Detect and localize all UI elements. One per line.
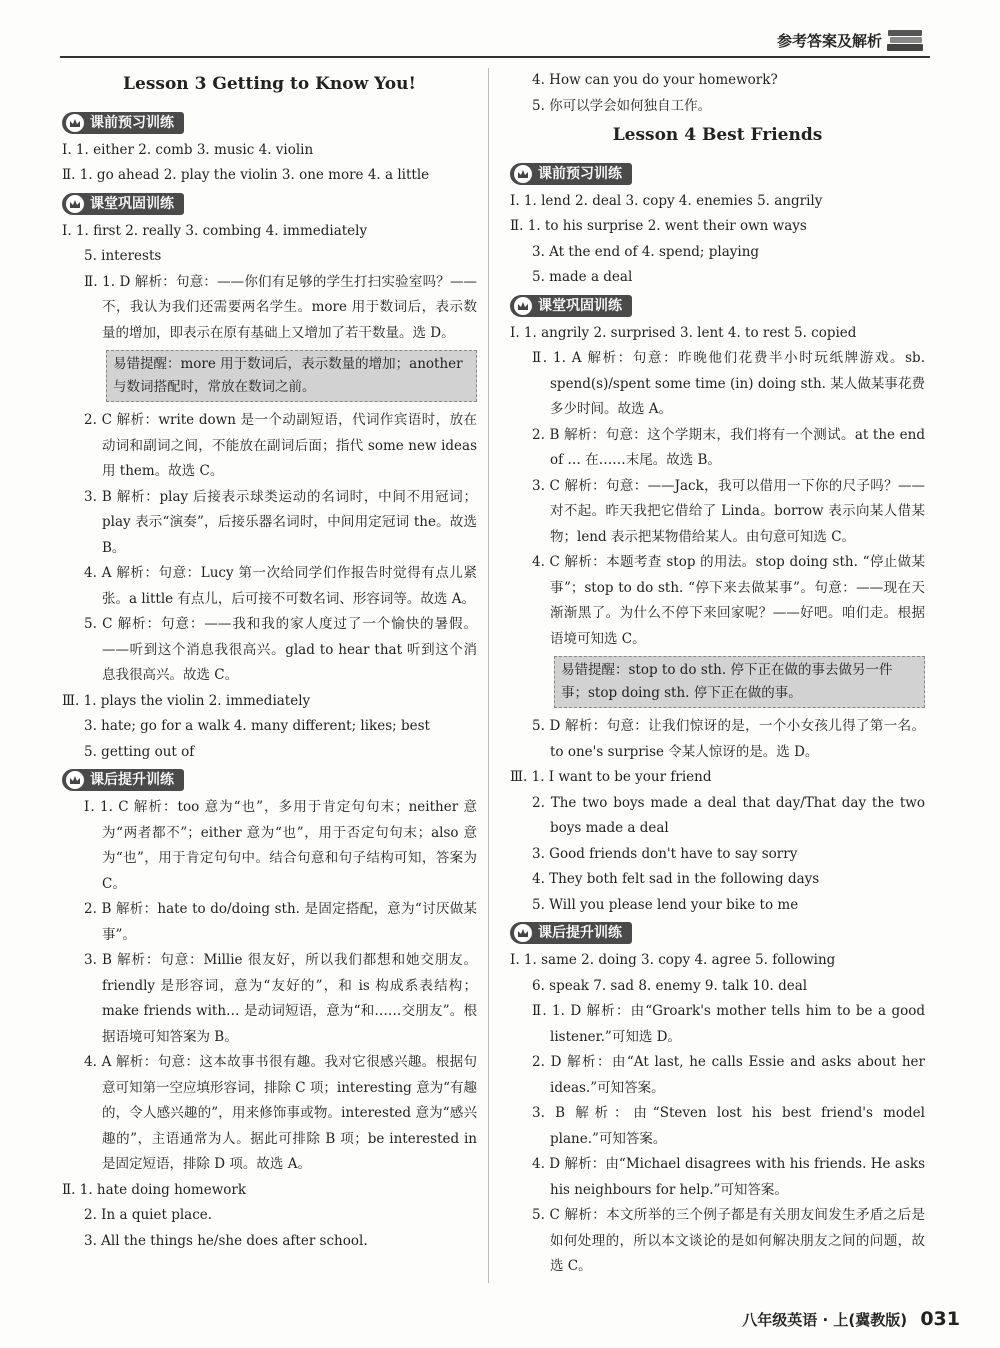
answer-line: 3. hate; go for a walk 4. many different; likes; best bbox=[84, 718, 430, 734]
answer-paragraph: 4. A 解析：句意：Lucy 第一次给同学们作报告时觉得有点儿紧张。a little 有点儿，后可接不可数名词、形容词等。故选 A。 bbox=[84, 565, 477, 607]
section-label: 课堂巩固训练 bbox=[90, 195, 174, 212]
answer-paragraph: 2. D 解析：由“At last, he calls Essie and asks about her ideas.”可知答案。 bbox=[532, 1054, 925, 1096]
answer-line: 5. Will you please lend your bike to me bbox=[532, 896, 799, 913]
answer-line: Ⅰ. 1. same 2. doing 3. copy 4. agree 5. following bbox=[510, 952, 836, 968]
answer-line: 4. How can you do your homework? bbox=[532, 72, 778, 88]
answer-line: Ⅰ. 1. either 2. comb 3. music 4. violin bbox=[62, 141, 314, 158]
lesson-3-title: Lesson 3 Getting to Know You! bbox=[123, 74, 416, 94]
page-footer bbox=[742, 1308, 960, 1330]
section-banner-classroom bbox=[510, 295, 632, 317]
answer-line: Ⅱ. 1. to his surprise 2. went their own ways bbox=[510, 218, 807, 234]
section-label: 课后提升训练 bbox=[90, 772, 174, 788]
answer-line: Ⅲ. 1. I want to be your friend bbox=[510, 769, 712, 785]
answer-line: Ⅱ. 1. hate doing homework bbox=[62, 1181, 247, 1198]
answer-paragraph: 5. C 解析：句意：——我和我的家人度过了一个愉快的暑假。——听到这个消息我很高兴。glad to hear that 听到这个消息我很高兴。故选 C。 bbox=[84, 616, 477, 683]
answer-paragraph: 2. C 解析：write down 是一个动副短语，代词作宾语时，放在动词和副词之间，不能放在副词后面；指代 some new ideas 用 them。故选 C。 bbox=[84, 412, 477, 479]
answer-paragraph: 3. B 解析：play 后接表示球类运动的名词时，中间不用冠词；play 表示“演奏”，后接乐器名词时，中间用定冠词 the。故选 B。 bbox=[84, 488, 477, 556]
answer-line: 4. They both felt sad in the following days bbox=[532, 871, 820, 887]
header-title: 参考答案及解析 bbox=[776, 32, 882, 50]
answer-paragraph: Ⅱ. 1. A 解析：句意：昨晚他们花费半小时玩纸牌游戏。sb. spend(s)/spent some time (in) doing sth. 某人做某事花费多少时间。故选 A。 bbox=[532, 350, 925, 417]
answer-line: Ⅰ. 1. angrily 2. surprised 3. lent 4. to rest 5. copied bbox=[510, 324, 857, 341]
crown-icon bbox=[514, 165, 532, 183]
error-tip-box: 易错提醒：stop to do sth. 停下正在做的事去做另一件事；stop doing sth. 停下正在做的事。 bbox=[554, 656, 925, 708]
section-banner-preview bbox=[62, 112, 184, 134]
section-banner-classroom bbox=[62, 193, 184, 215]
answer-paragraph: 4. A 解析：句意：这本故事书很有趣。我对它很感兴趣。根据句意可知第一空应填形容词，排除 C 项；interesting 意为“有趣的，令人感兴趣的”，用来修饰事或物。interested 意为“感兴趣的”，主语通常为人。据此可排除 B 项；be interested in 是固定短语，排除 D 项。故选 A。 bbox=[84, 1054, 477, 1172]
section-banner-after-class bbox=[62, 769, 184, 791]
answer-paragraph: Ⅰ. 1. C 解析：too 意为“也”，多用于肯定句句末；neither 意为“两者都不”；either 意为“也”，用于否定句句末；also 意为“也”，用于肯定句句中。结合句意和句子结构可知，答案为 C。 bbox=[84, 799, 477, 892]
page-number: 031 bbox=[920, 1308, 960, 1330]
answer-paragraph: Ⅱ. 1. D 解析：句意：——你们有足够的学生打扫实验室吗？——不，我认为我们还需要两名学生。more 用于数词后，表示数量的增加，即表示在原有基础上又增加了若干数量。选 D。 bbox=[84, 273, 477, 341]
left-column bbox=[62, 68, 477, 1254]
answer-line: Ⅱ. 1. go ahead 2. play the violin 3. one more 4. a little bbox=[62, 167, 430, 183]
answer-line: 3. At the end of 4. spend; playing bbox=[532, 243, 760, 260]
answer-paragraph: 5. C 解析：本文所举的三个例子都是有关朋友间发生矛盾之后是如何处理的，所以本文谈论的是如何解决朋友之间的问题，故选 C。 bbox=[532, 1207, 925, 1274]
answer-line: Ⅰ. 1. first 2. really 3. combing 4. immediately bbox=[62, 222, 368, 239]
answer-paragraph: 4. D 解析：由“Michael disagrees with his friends. He asks his neighbours for help.”可知答案。 bbox=[532, 1156, 925, 1198]
error-tip-box: 易错提醒：more 用于数词后，表示数量的增加；another 与数词搭配时，常放在数词之前。 bbox=[106, 350, 477, 402]
answer-paragraph: 3. C 解析：句意：——Jack，我可以借用一下你的尺子吗？——对不起。昨天我把它借给了 Linda。borrow 表示向某人借某物；lend 表示把某物借给某人。由句意可知选 C。 bbox=[532, 477, 925, 545]
answer-line: 5. 你可以学会如何独自工作。 bbox=[532, 97, 712, 114]
answer-line: 3. Good friends don't have to say sorry bbox=[532, 845, 798, 862]
section-label: 课前预习训练 bbox=[90, 114, 174, 131]
answer-line: 6. speak 7. sad 8. enemy 9. talk 10. deal bbox=[532, 977, 808, 994]
answer-paragraph: Ⅱ. 1. D 解析：由“Groark's mother tells him to be a good listener.”可知选 D。 bbox=[532, 1003, 925, 1045]
crown-icon bbox=[66, 195, 84, 213]
books-icon bbox=[886, 26, 926, 54]
answer-paragraph: 2. The two boys made a deal that day/That day the two boys made a deal bbox=[532, 794, 925, 836]
page-header bbox=[60, 24, 930, 58]
answer-line: 5. made a deal bbox=[532, 269, 633, 285]
answer-paragraph: 3. B 解析：由“Steven lost his best friend's model plane.”可知答案。 bbox=[532, 1105, 925, 1147]
right-column bbox=[510, 68, 925, 1280]
answer-paragraph: 4. C 解析：本题考查 stop 的用法。stop doing sth. “停止做某事”；stop to do sth. “停下来去做某事”。句意：——现在天渐渐黑了。为什么不停下来回家呢？——好吧。咱们走。根据语境可知选 C。 bbox=[532, 554, 925, 647]
section-label: 课后提升训练 bbox=[538, 925, 622, 941]
crown-icon bbox=[66, 114, 84, 132]
answer-line: 2. In a quiet place. bbox=[84, 1207, 213, 1223]
crown-icon bbox=[514, 297, 532, 315]
section-banner-preview bbox=[510, 163, 632, 185]
column-divider bbox=[488, 68, 489, 1283]
footer-label: 八年级英语 · 上(冀教版) bbox=[742, 1311, 908, 1329]
answer-paragraph: 5. D 解析：句意：让我们惊讶的是，一个小女孩儿得了第一名。to one's surprise 令某人惊讶的是。选 D。 bbox=[532, 718, 925, 760]
answer-line: 5. getting out of bbox=[84, 743, 195, 760]
answer-line: 5. interests bbox=[84, 248, 162, 264]
section-label: 课堂巩固训练 bbox=[538, 297, 622, 314]
answer-line: Ⅲ. 1. plays the violin 2. immediately bbox=[62, 692, 311, 709]
section-label: 课前预习训练 bbox=[538, 165, 622, 182]
crown-icon bbox=[514, 924, 532, 942]
lesson-4-title: Lesson 4 Best Friends bbox=[612, 125, 823, 145]
answer-paragraph: 3. B 解析：句意：Millie 很友好，所以我们都想和她交朋友。friendly 是形容词，意为“友好的”，和 is 构成系表结构；make friends with… 是动词短语，意为“和……交朋友”。根据语境可知答案为 B。 bbox=[84, 952, 477, 1045]
crown-icon bbox=[66, 771, 84, 789]
section-banner-after-class bbox=[510, 922, 632, 944]
answer-paragraph: 2. B 解析：hate to do/doing sth. 是固定搭配，意为“讨厌做某事”。 bbox=[84, 901, 477, 943]
answer-line: 3. All the things he/she does after school. bbox=[84, 1232, 368, 1249]
answer-line: Ⅰ. 1. lend 2. deal 3. copy 4. enemies 5. angrily bbox=[510, 192, 823, 209]
answer-paragraph: 2. B 解析：句意：这个学期末，我们将有一个测试。at the end of … 在……末尾。故选 B。 bbox=[532, 426, 925, 468]
